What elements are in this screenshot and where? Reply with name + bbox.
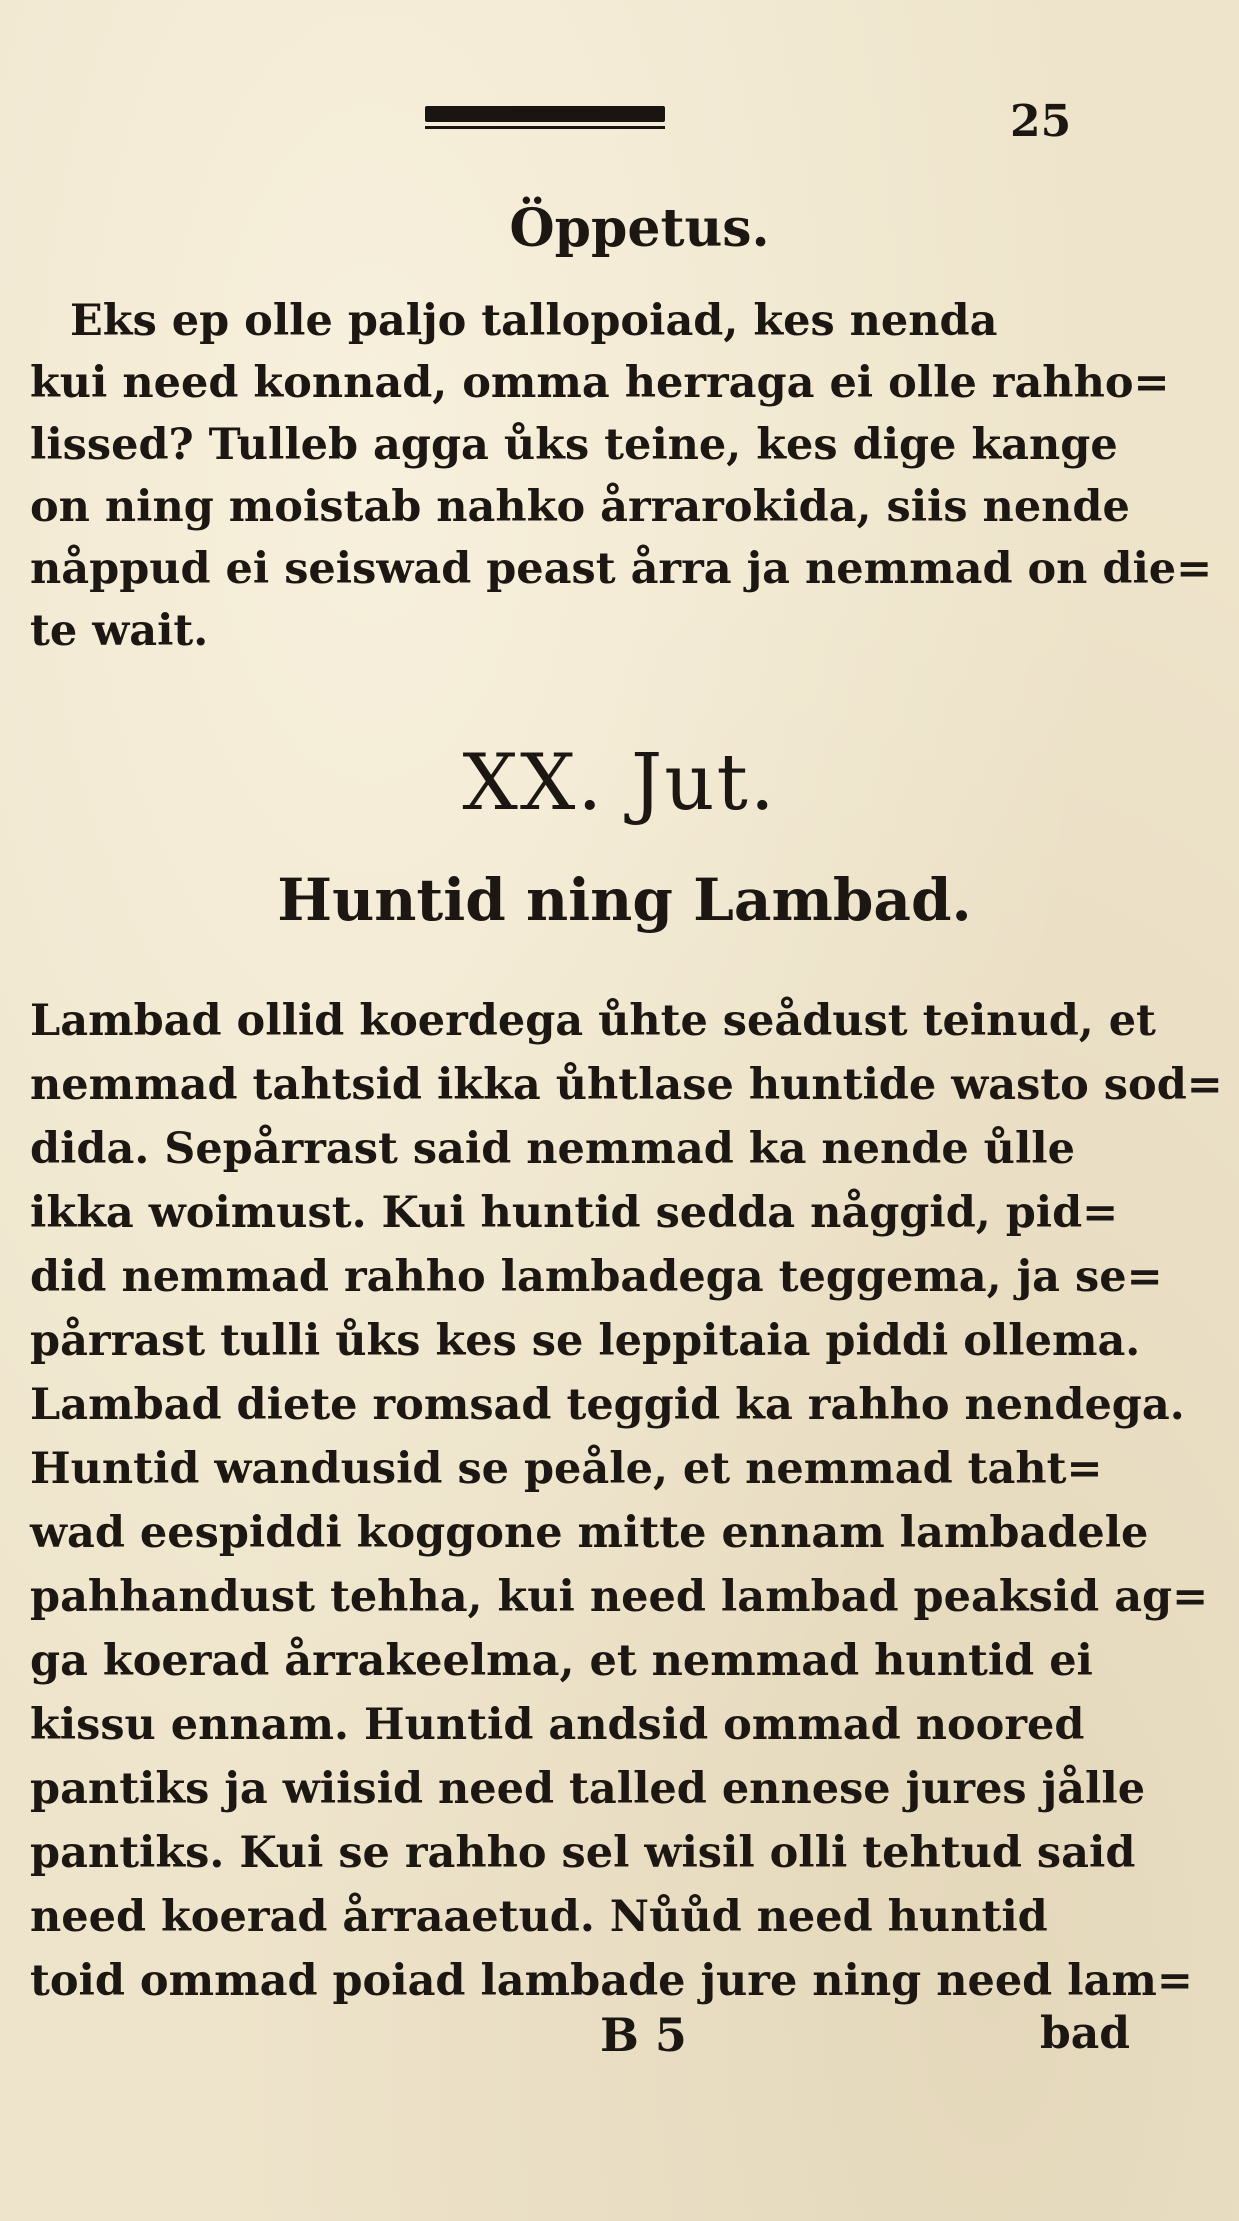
text-line: pårrast tulli ůks kes se leppitaia piddi ollema. bbox=[30, 1316, 1141, 1366]
text-line: te wait. bbox=[30, 606, 209, 656]
text-line: pantiks ja wiisid need talled ennese jures jålle bbox=[30, 1764, 1146, 1814]
text-line: lissed? Tulleb agga ůks teine, kes dige kange bbox=[30, 420, 1118, 470]
signature-mark: B 5 bbox=[600, 2008, 687, 2062]
text-line: wad eespiddi koggone mitte ennam lambadele bbox=[30, 1508, 1149, 1558]
fable-title: Huntid ning Lambad. bbox=[277, 866, 972, 934]
text-line: Lambad ollid koerdega ůhte seådust teinud, et bbox=[30, 996, 1156, 1046]
text-line: pahhandust tehha, kui need lambad peaksid ag= bbox=[30, 1572, 1209, 1622]
text-line: on ning moistab nahko årrarokida, siis nende bbox=[30, 482, 1130, 532]
text-line: need koerad årraaetud. Nůůd need huntid bbox=[30, 1892, 1048, 1942]
text-line: Eks ep olle paljo tallopoiad, kes nenda bbox=[70, 296, 998, 346]
text-line: kissu ennam. Huntid andsid ommad noored bbox=[30, 1700, 1085, 1750]
moral-heading: Öppetus. bbox=[509, 198, 770, 259]
ornamental-rule bbox=[425, 106, 665, 122]
catchword: bad bbox=[1040, 2008, 1131, 2059]
text-line: did nemmad rahho lambadega teggema, ja se= bbox=[30, 1252, 1163, 1302]
text-line: nåppud ei seiswad peast årra ja nemmad on die= bbox=[30, 544, 1213, 594]
text-line: Huntid wandusid se peåle, et nemmad taht= bbox=[30, 1444, 1103, 1494]
page-number: 25 bbox=[1010, 96, 1072, 147]
text-line: dida. Sepårrast said nemmad ka nende ůlle bbox=[30, 1124, 1075, 1174]
text-line: ga koerad årrakeelma, et nemmad huntid ei bbox=[30, 1636, 1093, 1686]
text-line: kui need konnad, omma herraga ei olle rahho= bbox=[30, 358, 1170, 408]
fable-number: XX. Jut. bbox=[462, 738, 777, 828]
text-line: nemmad tahtsid ikka ůhtlase huntide wasto sod= bbox=[30, 1060, 1223, 1110]
text-line: toid ommad poiad lambade jure ning need lam= bbox=[30, 1956, 1193, 2006]
text-line: pantiks. Kui se rahho sel wisil olli tehtud said bbox=[30, 1828, 1136, 1878]
text-line: Lambad diete romsad teggid ka rahho nendega. bbox=[30, 1380, 1185, 1430]
text-line: ikka woimust. Kui huntid sedda någgid, pid= bbox=[30, 1188, 1119, 1238]
